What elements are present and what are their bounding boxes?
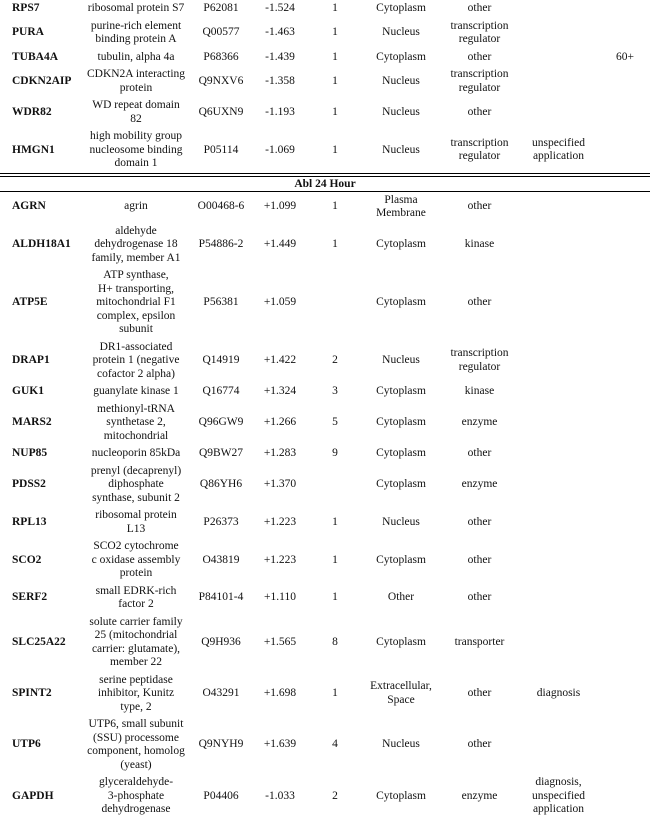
cell-accession: O43819: [202, 553, 240, 566]
cell-extra: [600, 401, 650, 446]
cell-type: transcription regulator: [450, 136, 509, 163]
cell-drug: [517, 339, 600, 384]
cell-extra: [600, 774, 650, 819]
cell-drug: diagnosis: [536, 687, 581, 699]
cell-count: 8: [332, 635, 338, 648]
cell-gene: PDSS2: [12, 478, 46, 490]
cell-description: ribosomal protein S7: [87, 2, 185, 14]
cell-location: Nucleus: [382, 143, 420, 156]
cell-fold-change: +1.698: [263, 687, 297, 699]
cell-extra: [600, 0, 650, 18]
section-header: [0, 175, 650, 192]
cell-count: [310, 463, 360, 508]
cell-description: prenyl (decaprenyl) diphosphate synthase, subunit 2: [90, 464, 182, 504]
cell-drug: [517, 614, 600, 672]
cell-count: 1: [332, 143, 338, 156]
cell-count: 5: [332, 416, 338, 428]
cell-type: other: [467, 591, 492, 604]
cell-accession: Q9NXV6: [198, 74, 244, 87]
cell-type: transcription regulator: [450, 19, 509, 45]
cell-accession: Q96GW9: [198, 416, 244, 428]
cell-extra: [600, 267, 650, 339]
cell-count: 1: [332, 74, 338, 87]
cell-fold-change: +1.110: [264, 591, 296, 604]
cell-accession: Q86YH6: [199, 478, 243, 490]
cell-location: Nucleus: [382, 26, 420, 39]
table-row: [0, 191, 650, 223]
cell-extra: [600, 507, 650, 538]
cell-accession: P68366: [203, 50, 239, 63]
cell-drug: [517, 507, 600, 538]
table-row: [0, 383, 650, 401]
cell-extra: [600, 128, 650, 175]
cell-location: Extracellular, Space: [370, 680, 432, 706]
cell-type: other: [467, 553, 492, 566]
cell-fold-change: +1.449: [263, 238, 297, 250]
table-row: [0, 223, 650, 268]
cell-gene: TUBA4A: [12, 50, 59, 63]
cell-location: Cytoplasm: [376, 238, 426, 250]
cell-gene: GUK1: [12, 385, 44, 397]
cell-accession: Q00577: [202, 26, 240, 39]
cell-location: Cytoplasm: [376, 385, 426, 397]
table-row: [0, 445, 650, 463]
cell-drug: [517, 0, 600, 18]
cell-accession: P84101-4: [198, 591, 244, 604]
cell-accession: Q9BW27: [198, 447, 244, 459]
cell-accession: P05114: [203, 143, 239, 156]
cell-fold-change: +1.639: [263, 738, 297, 751]
cell-type: kinase: [464, 385, 495, 397]
cell-gene: SERF2: [12, 591, 48, 604]
cell-gene: UTP6: [12, 738, 41, 751]
cell-description: tubulin, alpha 4a: [97, 50, 175, 63]
cell-extra: [600, 18, 650, 49]
cell-accession: P62081: [203, 2, 239, 14]
cell-count: 9: [332, 447, 338, 459]
cell-fold-change: -1.069: [265, 143, 295, 156]
cell-drug: [517, 97, 600, 128]
cell-count: 1: [332, 200, 338, 213]
cell-type: other: [467, 447, 492, 459]
cell-location: Other: [387, 591, 415, 604]
cell-drug: [517, 18, 600, 49]
table-row: [0, 97, 650, 128]
cell-accession: Q16774: [202, 385, 240, 397]
cell-fold-change: -1.524: [265, 2, 295, 14]
cell-fold-change: -1.463: [265, 26, 295, 39]
table-row: [0, 18, 650, 49]
cell-location: Nucleus: [382, 105, 420, 118]
cell-fold-change: +1.223: [263, 553, 297, 566]
table-row: [0, 401, 650, 446]
cell-gene: ALDH18A1: [12, 238, 71, 250]
cell-accession: P54886-2: [198, 238, 244, 250]
cell-count: 2: [332, 354, 338, 366]
cell-gene: RPL13: [12, 515, 47, 528]
cell-fold-change: +1.370: [263, 478, 297, 490]
cell-gene: NUP85: [12, 447, 48, 459]
cell-location: Cytoplasm: [376, 789, 426, 802]
table-row: [0, 66, 650, 97]
cell-type: other: [467, 738, 492, 751]
cell-count: [310, 267, 360, 339]
cell-accession: P56381: [203, 296, 239, 308]
cell-type: other: [467, 50, 492, 63]
cell-fold-change: +1.223: [263, 515, 297, 528]
cell-location: Cytoplasm: [376, 296, 426, 308]
cell-description: SCO2 cytochrome c oxidase assembly protein: [91, 540, 181, 579]
cell-count: 1: [332, 26, 338, 39]
cell-fold-change: +1.422: [263, 354, 297, 366]
table-row: [0, 583, 650, 614]
cell-gene: CDKN2AIP: [12, 74, 72, 87]
cell-gene: WDR82: [12, 105, 52, 118]
cell-drug: [517, 538, 600, 583]
cell-location: Cytoplasm: [376, 635, 426, 648]
cell-extra: [600, 223, 650, 268]
cell-description: aldehyde dehydrogenase 18 family, member A1: [91, 224, 181, 264]
cell-count: 1: [332, 591, 338, 604]
table-row: [0, 339, 650, 384]
section-title: Abl 24 Hour: [0, 175, 650, 192]
cell-drug: [517, 49, 600, 67]
cell-gene: MARS2: [12, 416, 52, 428]
cell-count: 3: [332, 385, 338, 397]
cell-fold-change: +1.283: [263, 447, 297, 459]
cell-location: Plasma Membrane: [376, 193, 426, 219]
cell-location: Cytoplasm: [376, 478, 426, 490]
cell-fold-change: +1.324: [263, 385, 297, 397]
cell-type: other: [467, 105, 492, 118]
cell-type: kinase: [464, 238, 495, 250]
cell-drug: [517, 716, 600, 774]
cell-description: ribosomal protein L13: [95, 509, 177, 535]
cell-gene: ATP5E: [12, 296, 48, 308]
cell-location: Nucleus: [382, 74, 420, 87]
cell-type: transporter: [454, 635, 505, 648]
table-row: [0, 128, 650, 175]
cell-fold-change: +1.099: [263, 200, 297, 213]
table-row: [0, 614, 650, 672]
cell-drug: [517, 66, 600, 97]
cell-accession: Q9H936: [201, 635, 241, 648]
table-row: [0, 507, 650, 538]
cell-type: enzyme: [461, 416, 498, 428]
cell-drug: [517, 267, 600, 339]
cell-type: other: [467, 296, 492, 308]
cell-gene: SCO2: [12, 553, 42, 566]
cell-gene: PURA: [12, 26, 44, 39]
cell-location: Cytoplasm: [376, 553, 426, 566]
cell-fold-change: +1.565: [263, 635, 297, 648]
cell-type: transcription regulator: [450, 68, 509, 94]
cell-description: solute carrier family 25 (mitochondrial carrier: glutamate), member 22: [89, 615, 183, 668]
cell-gene: SLC25A22: [12, 635, 66, 648]
cell-extra: [600, 191, 650, 223]
cell-extra: [600, 614, 650, 672]
cell-extra: 60+: [616, 50, 634, 63]
cell-description: purine-rich element binding protein A: [90, 19, 182, 45]
cell-type: other: [467, 515, 492, 528]
cell-accession: O43291: [202, 687, 240, 699]
cell-gene: SPINT2: [12, 687, 52, 699]
cell-count: 1: [332, 687, 338, 699]
cell-location: Cytoplasm: [376, 416, 426, 428]
cell-description: methionyl-tRNA synthetase 2, mitochondrial: [97, 402, 175, 442]
table-row: [0, 716, 650, 774]
cell-location: Cytoplasm: [376, 447, 426, 459]
cell-fold-change: +1.059: [263, 296, 297, 308]
cell-description: high mobility group nucleosome binding domain 1: [89, 130, 183, 169]
cell-fold-change: -1.358: [265, 74, 295, 87]
cell-type: transcription regulator: [450, 347, 509, 373]
cell-accession: Q9NYH9: [198, 738, 244, 751]
cell-drug: [517, 583, 600, 614]
cell-drug: unspecified application: [531, 136, 585, 163]
cell-description: DR1-associated protein 1 (negative cofactor 2 alpha): [92, 340, 180, 380]
cell-type: other: [467, 2, 492, 14]
cell-count: 1: [332, 553, 338, 566]
cell-drug: [517, 401, 600, 446]
cell-extra: [600, 66, 650, 97]
cell-location: Nucleus: [382, 354, 420, 366]
cell-gene: AGRN: [12, 200, 46, 213]
cell-description: glyceraldehyde- 3-phosphate dehydrogenase: [98, 776, 174, 815]
cell-accession: P26373: [203, 515, 239, 528]
cell-description: WD repeat domain 82: [92, 99, 180, 125]
cell-drug: [517, 463, 600, 508]
cell-accession: Q6UXN9: [198, 105, 244, 118]
table-row: [0, 538, 650, 583]
cell-count: 1: [332, 105, 338, 118]
cell-extra: [600, 672, 650, 717]
cell-location: Nucleus: [382, 738, 420, 751]
table-row: [0, 463, 650, 508]
cell-fold-change: -1.193: [265, 105, 295, 118]
table-row: [0, 672, 650, 717]
cell-type: enzyme: [461, 478, 498, 490]
cell-count: 1: [332, 2, 338, 14]
table-row: [0, 774, 650, 819]
cell-gene: RPS7: [12, 2, 40, 14]
cell-extra: [600, 97, 650, 128]
cell-drug: [517, 191, 600, 223]
cell-drug: diagnosis, unspecified application: [531, 776, 585, 815]
cell-count: 1: [332, 515, 338, 528]
cell-description: agrin: [124, 200, 148, 213]
cell-fold-change: -1.033: [265, 789, 295, 802]
cell-description: small EDRK-rich factor 2: [95, 584, 177, 610]
cell-count: 1: [332, 238, 338, 250]
cell-extra: [600, 716, 650, 774]
cell-gene: DRAP1: [12, 354, 50, 366]
cell-gene: GAPDH: [12, 789, 54, 802]
cell-description: serine peptidase inhibitor, Kunitz type, 2: [97, 673, 175, 713]
table-row: [0, 267, 650, 339]
cell-extra: [600, 339, 650, 384]
cell-type: enzyme: [461, 789, 498, 802]
cell-count: 1: [332, 50, 338, 63]
cell-description: UTP6, small subunit (SSU) processome component, homolog (yeast): [87, 718, 185, 771]
cell-accession: P04406: [203, 789, 239, 802]
cell-count: 2: [332, 789, 338, 802]
cell-extra: [600, 445, 650, 463]
cell-type: other: [467, 687, 492, 699]
cell-count: 4: [332, 738, 338, 751]
table-row: [0, 0, 650, 18]
cell-description: ATP synthase, H+ transporting, mitochondrial F1 complex, epsilon subunit: [96, 269, 176, 335]
cell-location: Cytoplasm: [376, 2, 426, 14]
cell-drug: [517, 445, 600, 463]
cell-extra: [600, 463, 650, 508]
cell-description: CDKN2A interacting protein: [86, 68, 186, 94]
cell-location: Cytoplasm: [376, 50, 426, 63]
cell-accession: Q14919: [202, 354, 240, 366]
cell-gene: HMGN1: [12, 143, 55, 156]
cell-fold-change: -1.439: [265, 50, 295, 63]
cell-accession: O00468-6: [197, 200, 245, 213]
table-row: [0, 49, 650, 67]
cell-location: Nucleus: [382, 515, 420, 528]
cell-extra: [600, 383, 650, 401]
cell-extra: [600, 538, 650, 583]
cell-type: other: [467, 200, 492, 213]
cell-extra: [600, 583, 650, 614]
cell-description: guanylate kinase 1: [93, 385, 179, 397]
cell-description: nucleoporin 85kDa: [91, 447, 181, 459]
cell-drug: [517, 383, 600, 401]
cell-fold-change: +1.266: [263, 416, 297, 428]
cell-drug: [517, 223, 600, 268]
